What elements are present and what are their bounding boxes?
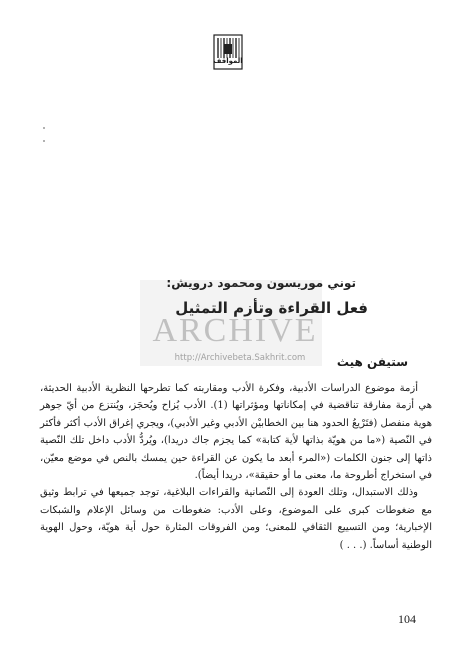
body-text	[40, 380, 432, 554]
section-author: ستيفن هيث	[336, 355, 408, 369]
scan-dot	[43, 140, 45, 142]
paragraph: وذلك الاستبدال، وتلك العودة إلى النّصانية والقراءات البلاغية، توجد جميعها في ترابط وثيق مع ضغوطات كبرى على الموضوع، وعلى الأدب: ضغوطات من وسائل الإعلام والشبكات الإخبارية؛ ومن التسييع الثقافي للمعنى؛ ومن الفروقات المثارة حول أية هويّة، وحول الهوية الوطنية أساساً. (. . . )	[40, 487, 432, 551]
scan-dot	[43, 127, 45, 129]
page-number: 104	[398, 612, 416, 626]
article-authors: توني موريسون ومحمود درويش:	[166, 276, 356, 290]
watermark-url: http://Archivebeta.Sakhrit.com	[174, 353, 306, 363]
emblem-label: المواقف	[213, 57, 243, 65]
article-title: فعل القراءة وتأزم التمثيل	[175, 299, 368, 317]
watermark-logo: ARCHIVE	[152, 312, 318, 349]
paragraph: أزمة موضوع الدراسات الأدبية، وفكرة الأدب ومقاربته كما تطرحها النظرية الأدبية الحديثة، هي أزمة مفارقة تناقضية في إمكاناتها ومؤثراتها (1). الأدب يُزاح ويُحجَز، ويُنتزع من أيّ جوهر هوية منفصل (فتَرْيعُ الحدود هنا بين الخطابيْن الأدبي وغير الأدبي)، ويجري إغراق الأدب أكثر فأكثر في النّصية («ما من هويّة بذاتها لأية كتابة» كما يجزم جاك دريدا)، ويُردُّ الأدب داخل تلك النّصية ذاتها إلى جنون الكلمات («المرء أبعد ما يكون عن القراءة حين يمسك بالنص في موضع معيّن، في استخراج أطروحة ما، معنى ما أو حقيقة»، دريدا أيضاً).	[40, 383, 433, 482]
